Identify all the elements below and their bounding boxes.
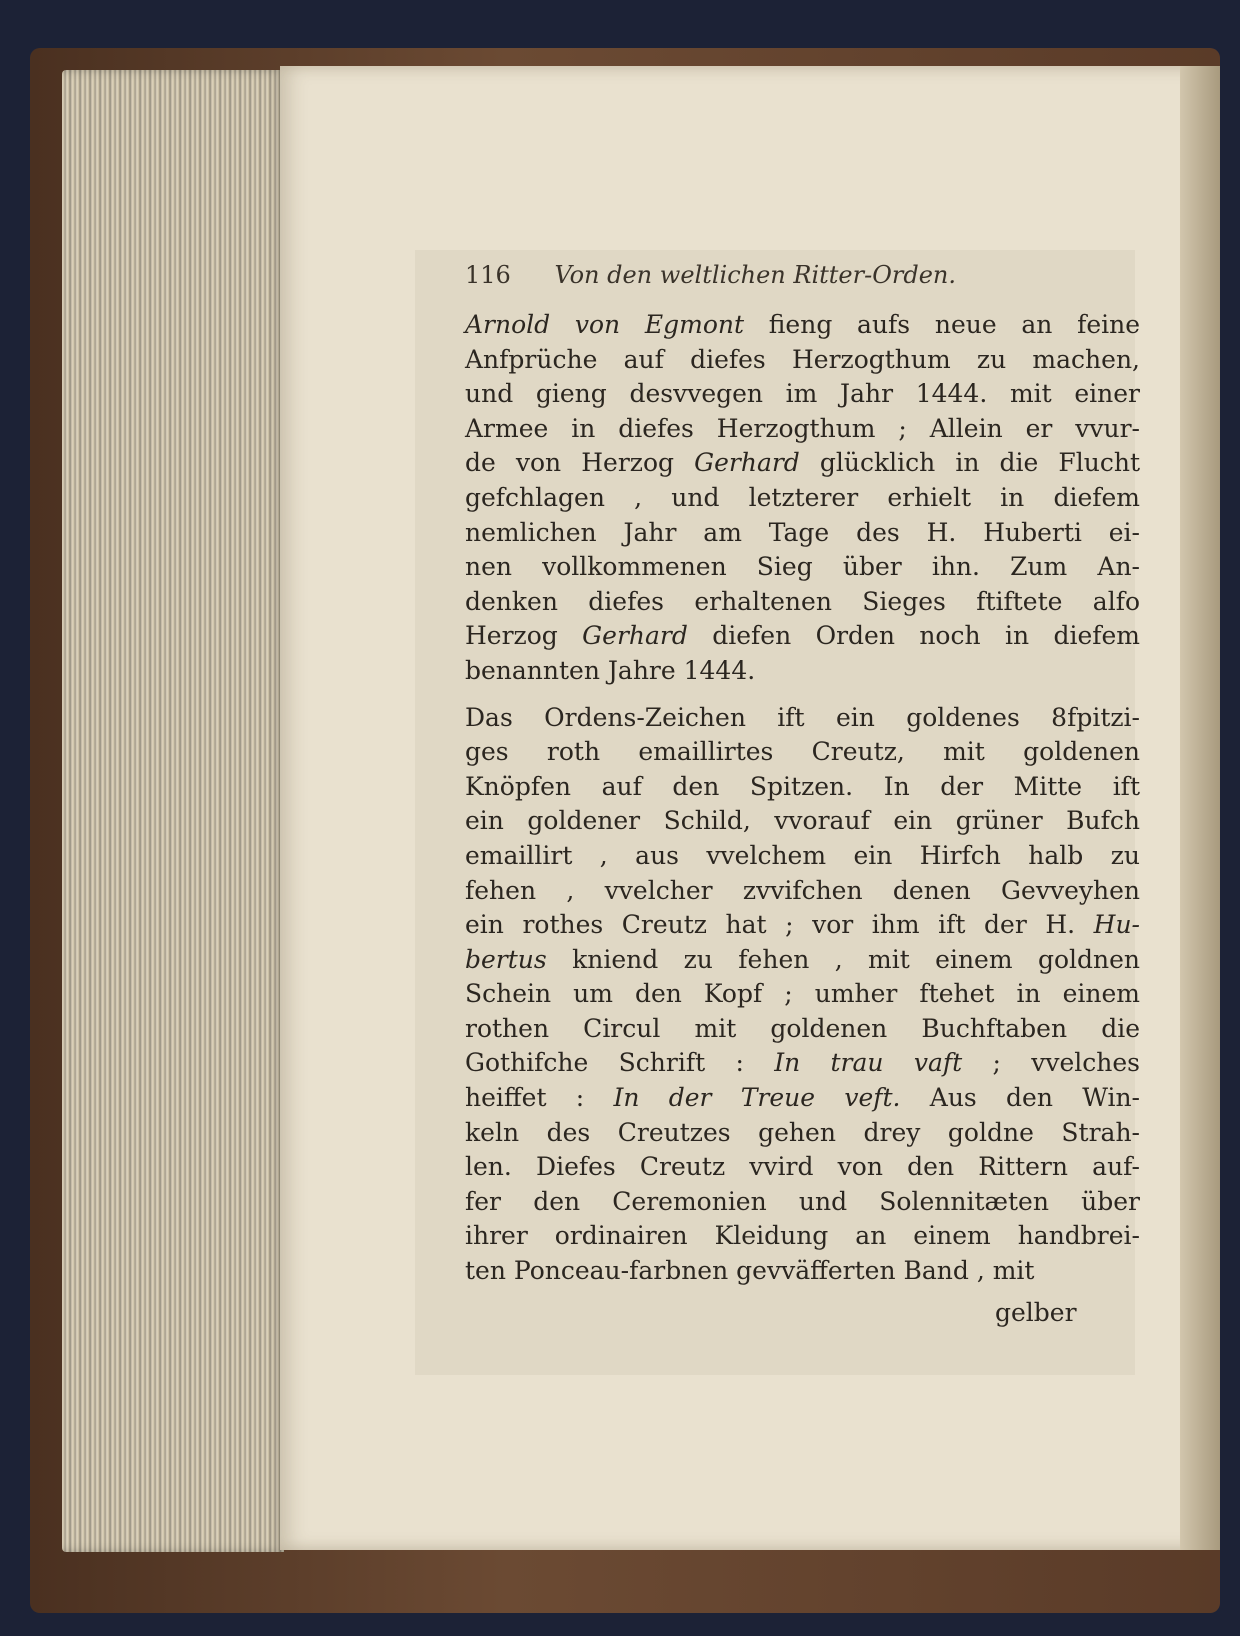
text-segment: benannten Jahre 1444.	[465, 655, 756, 685]
text-segment: Herzog	[465, 621, 583, 651]
italic-text: In trau vaft	[774, 1048, 963, 1078]
text-segment: Aus den Win-	[900, 1083, 1141, 1113]
text-line	[465, 1012, 1140, 1047]
text-segment: heiffet :	[465, 1083, 614, 1113]
text-segment: gefchlagen , und letzterer erhielt in diefem	[465, 482, 1140, 512]
text-line	[465, 412, 1140, 447]
running-header	[465, 258, 1140, 308]
text-line	[465, 446, 1140, 481]
italic-text: Arnold von Egmont	[465, 310, 745, 339]
text-segment: Armee in diefes Herzogthum ; Allein er vvur-	[465, 413, 1140, 443]
text-line	[465, 1081, 1140, 1116]
text-segment: ein goldener Schild, vvorauf ein grüner Bufch	[465, 806, 1140, 836]
page-gutter	[1180, 66, 1220, 1550]
text-segment: Anfprüche auf diefes Herzogthum zu machen,	[465, 344, 1140, 374]
text-segment: de von Herzog	[465, 448, 695, 478]
text-line	[465, 874, 1140, 909]
text-line	[465, 654, 1140, 689]
text-segment: Knöpfen auf den Spitzen. In der Mitte ift	[465, 771, 1140, 801]
page-number: 116	[465, 261, 511, 289]
text-segment: ten Ponceau-farbnen gevväfferten Band , mit	[465, 1256, 1035, 1286]
text-line	[465, 735, 1140, 770]
paragraph-1	[465, 308, 1140, 689]
text-line	[465, 701, 1140, 736]
text-segment: Gothifche Schrift :	[465, 1048, 775, 1078]
text-segment: fer den Ceremonien und Solennitæten über	[465, 1186, 1140, 1216]
text-segment: Das Ordens-Zeichen ift ein goldenes 8fpitzi-	[465, 702, 1140, 732]
italic-text: Gerhard	[582, 621, 688, 651]
text-line	[465, 550, 1140, 585]
text-segment: Schein um den Kopf ; umher ftehet in einem	[465, 979, 1140, 1009]
text-line	[465, 308, 1140, 343]
text-segment: keln des Creutzes gehen drey goldne Strah-	[465, 1117, 1140, 1147]
text-segment: und gieng desvvegen im Jahr 1444. mit einer	[465, 379, 1140, 409]
page-text	[465, 258, 1140, 1289]
text-line	[465, 839, 1140, 874]
text-line	[465, 1185, 1140, 1220]
text-line	[465, 481, 1140, 516]
text-line	[465, 1219, 1140, 1254]
italic-text: Gerhard	[694, 448, 800, 478]
text-line	[465, 1254, 1140, 1289]
text-segment: ges roth emaillirtes Creutz, mit goldenen	[465, 737, 1140, 767]
italic-text: bertus	[465, 944, 547, 974]
text-line	[465, 804, 1140, 839]
italic-text: In der Treue veft.	[613, 1083, 901, 1113]
text-segment: diefen Orden noch in diefem	[687, 621, 1140, 651]
text-segment: ein rothes Creutz hat ; vor ihm ift der H.	[465, 910, 1094, 940]
text-line	[465, 770, 1140, 805]
text-line	[465, 585, 1140, 620]
text-line	[465, 1150, 1140, 1185]
text-segment: len. Diefes Creutz vvird von den Rittern auf-	[465, 1152, 1140, 1182]
text-segment: nen vollkommenen Sieg über ihn. Zum An-	[465, 552, 1140, 582]
text-segment: fehen , vvelcher zvvifchen denen Gevveyhen	[465, 875, 1140, 905]
text-segment: rothen Circul mit goldenen Buchftaben die	[465, 1013, 1140, 1043]
catchword: gelber	[995, 1298, 1077, 1327]
text-segment: denken diefes erhaltenen Sieges ftiftete alfo	[465, 586, 1140, 616]
text-line	[465, 943, 1140, 978]
text-segment: ; vvelches	[962, 1048, 1140, 1078]
text-line	[465, 1116, 1140, 1151]
text-line	[465, 977, 1140, 1012]
paragraph-2	[465, 701, 1140, 1289]
text-line	[465, 343, 1140, 378]
text-line	[465, 516, 1140, 551]
text-segment: glücklich in die Flucht	[799, 448, 1140, 478]
text-segment: ihrer ordinairen Kleidung an einem handbrei-	[465, 1221, 1140, 1251]
text-segment: emaillirt , aus vvelchem ein Hirfch halb zu	[465, 840, 1140, 870]
text-line	[465, 377, 1140, 412]
page-edges	[62, 70, 284, 1552]
italic-text: Hu-	[1093, 910, 1140, 940]
text-line	[465, 619, 1140, 654]
text-line	[465, 908, 1140, 943]
text-line	[465, 1046, 1140, 1081]
text-segment: kniend zu fehen , mit einem goldnen	[546, 944, 1140, 974]
text-segment: fieng aufs neue an feine	[744, 310, 1141, 339]
running-title: Von den weltlichen Ritter-Orden.	[554, 261, 956, 289]
text-segment: nemlichen Jahr am Tage des H. Huberti ei-	[465, 517, 1140, 547]
